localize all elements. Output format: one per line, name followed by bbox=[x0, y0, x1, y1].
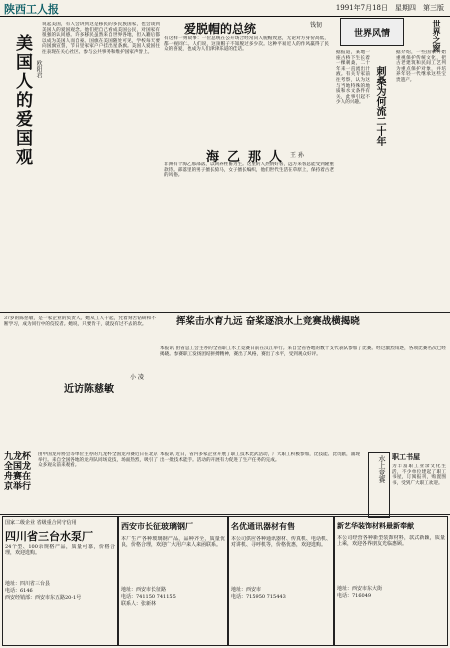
page-header bbox=[0, 0, 450, 17]
ad-phone: 电话：741150 741155 bbox=[121, 594, 176, 600]
article-title: 美国人的爱国观 bbox=[12, 34, 32, 167]
headline: 刺桑为何流二十年 bbox=[374, 66, 385, 146]
article-body: 本报讯 近日，省内多家企业开展了职工技术比武活动，广大职工积极参加，比技能、比贡献，涌现出一批技术能手。活动的开展有力促进了生产任务的完成。 bbox=[160, 452, 360, 463]
ad-address: 地址：四川省三台县 bbox=[5, 581, 51, 587]
dateline: 1991年7月18日 星期四 第三版 bbox=[335, 4, 444, 12]
ad-tag: 西安经销部：西安市东五路20-1号 bbox=[5, 595, 82, 601]
ad-box bbox=[228, 516, 334, 646]
headline: 海乙那人 bbox=[206, 150, 291, 165]
divider bbox=[0, 514, 450, 515]
byline: 钱韧 bbox=[310, 22, 323, 29]
headline: 爱脱帽的总统 bbox=[184, 22, 257, 36]
headline: 挥桨击水育九远 奋桨逐浪水上竞赛战横揭晓 bbox=[176, 316, 360, 327]
ad-phone: 电话：6146 bbox=[5, 588, 33, 594]
ad-title: 名优通讯器材有售 bbox=[231, 521, 295, 531]
headline: 职工书屋 bbox=[392, 452, 420, 461]
divider bbox=[0, 312, 450, 313]
ad-address: 地址：西安市长征路 bbox=[121, 587, 167, 593]
ad-body: 24个型、100余规格产品，质量可靠，价格合理，欢迎选购。 bbox=[5, 544, 115, 556]
article-body: 非洲有个海乙那部落，以饲养牲畜为生。这里的人热情好客，远方来客总能受到隆重款待。部落里的男子擅长骑马，女子擅长编织，他们世代生活在草原上，保持着古老的风俗。 bbox=[164, 162, 334, 179]
article-body: 说起美国，有人会讲到这是移民的多民族国家，也会谈到美国人的爱国观念。他们把自己看成美国公民，对国家有很强的认同感。许多移民虽然来自世界各地，但入籍后都以成为美国人而自豪。国旗在美国随处可见，学校每天要向国旗宣誓，节日里家家户户挂出星条旗。美国人爱国往往表现在关心社区、参与公共事务和维护国家声誉上。 bbox=[42, 22, 160, 55]
ad-address: 地址：西安市东大街 bbox=[337, 586, 383, 592]
masthead: 陕西工人报 bbox=[4, 3, 59, 16]
article-body: 由中国龙舟协会等单位主办的九龙杯全国龙舟赛近日在北京举行。来自全国各地的龙舟队同场竞技，场面热烈，吸引了众多观众前来观看。 bbox=[38, 452, 158, 469]
byline: 小 凌 bbox=[130, 374, 144, 381]
article-body: 为丰富职工业余文化生活，不少单位建起了职工书屋，订阅报刊，购置图书，受到广大职工欢迎。 bbox=[392, 464, 446, 486]
ad-body: 本公司经营各种新型装饰材料，款式新颖，质量上乘，欢迎各界朋友光临惠顾。 bbox=[337, 535, 445, 547]
ad-contact: 联系人：张新林 bbox=[121, 601, 157, 607]
article-body: 有这样一则故事：一位总统在公开场合经常向人脱帽致意，无论对方身份高低，都一视同仁。人们说，这顶帽子不知脱过多少次。这种平易近人的作风赢得了民众的喜爱，也成为人们津津乐道的佳话。 bbox=[164, 36, 329, 53]
ad-address: 地址：西安市 bbox=[231, 587, 262, 593]
article-body: 37岁的陈慈敏，是一家企业的负责人。她从工人干起，凭着刻苦钻研和不断学习，成为同行中的佼佼者。她说，只要肯干，就没有过不去的坎。 bbox=[4, 316, 156, 327]
byline: 王 孙 bbox=[290, 152, 304, 159]
ad-title: 西安市长征玻璃钢厂 bbox=[121, 521, 193, 531]
section-box bbox=[340, 18, 404, 46]
article-body: 据报道，某地一座古桥下生长着一棵刺桑，二十年来一直流出汁液。有关专家前往考察，认为这与当地特殊的地质和水文条件有关，此事引起不少人的兴趣。 bbox=[336, 50, 370, 106]
column-label: 世界之窗 bbox=[432, 20, 442, 52]
section-title: 世界风情 bbox=[353, 29, 390, 39]
ad-title: 新艺华装饰材料最新奉献 bbox=[337, 521, 414, 530]
sidebar-label: 水上竞赛 bbox=[368, 452, 390, 518]
headline: 近访陈慈敏 bbox=[64, 384, 114, 395]
ad-phone: 电话：715950 715443 bbox=[231, 594, 286, 600]
ad-body: 本厂生产各种玻璃钢产品，品种齐全，质量优良，价格合理，欢迎广大用户来人来函联系。 bbox=[121, 536, 225, 548]
article-body: 据介绍，一些国家开始重视保护传统文化，把古老建筑和民间工艺列为重点保护对象，并培养年轻一代继承这些宝贵遗产。 bbox=[396, 50, 446, 83]
headline: 九龙杯全国龙舟赛在京举行 bbox=[4, 452, 32, 492]
ad-phone: 电话：716049 bbox=[337, 593, 372, 599]
ad-box bbox=[334, 516, 448, 646]
article-body: 本报讯 由省总工会主办的全省职工水上竞赛日前在汉江举行。来自全省各地的数十支代表队参加了比赛。经过激烈角逐，各项比赛名次已经揭晓。参赛职工发扬团结拼搏精神，赛出了风格，赛出了水平，受到观众好评。 bbox=[160, 346, 446, 357]
ad-title: 四川省三台水泵厂 bbox=[5, 530, 93, 543]
ad-subtitle: 国家二级企业 省级重合同守信用 bbox=[5, 520, 77, 526]
ad-box bbox=[118, 516, 228, 646]
byline: 欧阳君 bbox=[35, 60, 42, 78]
ad-box bbox=[2, 516, 118, 646]
ad-body: 本公司供应各种通讯器材、传真机、电话机、对讲机、寻呼机等，价格优惠，欢迎选购。 bbox=[231, 536, 332, 548]
